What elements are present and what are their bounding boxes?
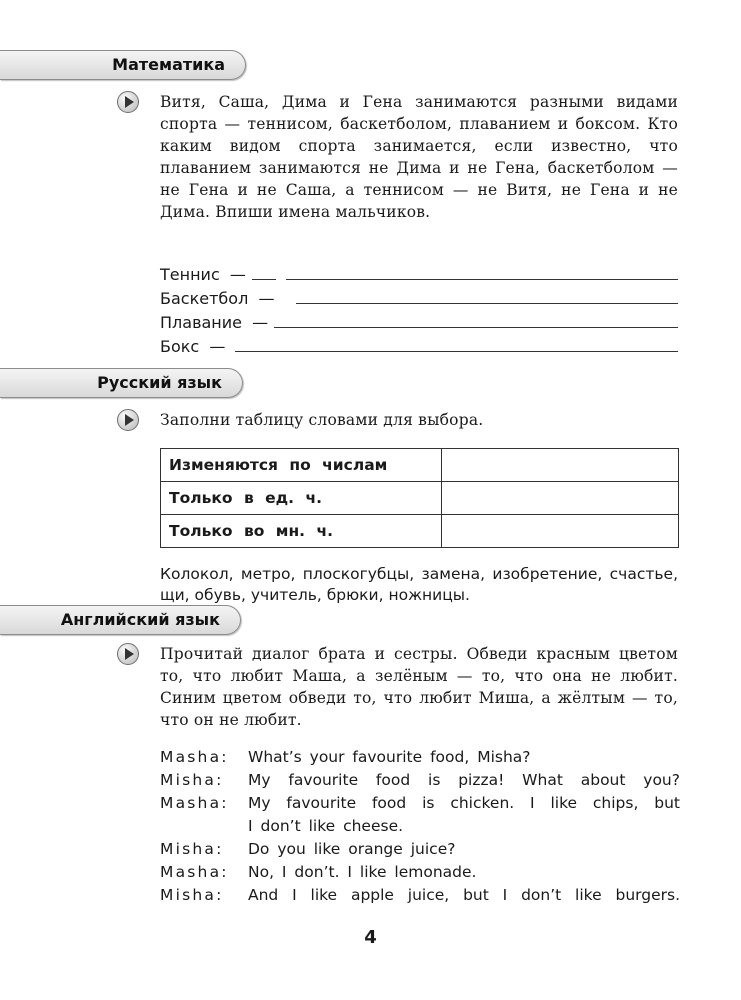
answer-row-basketball [160, 286, 678, 310]
speaker: Masha: [160, 748, 229, 766]
section-tab-math: Математика [0, 50, 246, 80]
utterance: My favourite food is pizza! What about you? [248, 771, 680, 789]
utterance: Do you like orange juice? [248, 840, 456, 858]
table-row-label: Изменяются по числам [161, 449, 442, 482]
play-icon[interactable] [117, 643, 139, 665]
answer-line[interactable] [252, 279, 276, 280]
speaker: Misha: [160, 886, 224, 904]
answer-line[interactable] [235, 351, 678, 352]
russian-task-text: Заполни таблицу словами для выбора. [160, 411, 484, 429]
table-answer-cell[interactable] [442, 449, 679, 482]
word-table [160, 448, 679, 548]
english-task-text: Прочитай диалог брата и сестры. Обведи красным цветом то, что любит Маша, а зелёным — то, что она не любит. Синим цветом обведи то, что любит Миша, а жёлтым — то, что он не любит. [160, 645, 678, 729]
section-tab-russian: Русский язык [0, 368, 243, 398]
speaker: Masha: [160, 863, 229, 881]
answer-line[interactable] [286, 279, 678, 280]
table-answer-cell[interactable] [442, 515, 679, 548]
utterance: No, I don’t. I like lemonade. [248, 863, 477, 881]
speaker: Misha: [160, 840, 224, 858]
table-row-label: Только во мн. ч. [161, 515, 442, 548]
speaker: Misha: [160, 771, 224, 789]
answer-row-swimming [160, 310, 678, 334]
speaker: Masha: [160, 794, 229, 812]
utterance: What’s your favourite food, Misha? [248, 748, 531, 766]
answer-label: Плавание — [160, 313, 269, 332]
page-number: 4 [364, 927, 377, 948]
answer-line[interactable] [274, 327, 678, 328]
table-row [161, 515, 679, 548]
answer-label: Баскетбол — [160, 289, 275, 308]
dialogue-line [160, 792, 680, 815]
dialogue-line [160, 815, 680, 838]
table-row [161, 482, 679, 515]
answer-line[interactable] [296, 303, 678, 304]
answer-row-tennis [160, 262, 678, 286]
utterance: My favourite food is chicken. I like chips, but [248, 794, 680, 812]
play-icon[interactable] [117, 91, 139, 113]
utterance-continuation: I don’t like cheese. [248, 817, 404, 835]
table-row [161, 449, 679, 482]
table-row-label: Только в ед. ч. [161, 482, 442, 515]
play-icon[interactable] [117, 409, 139, 431]
dialogue [160, 746, 680, 907]
dialogue-line [160, 746, 680, 769]
answer-label: Бокс — [160, 337, 226, 356]
answer-row-boxing [160, 334, 678, 358]
table-answer-cell[interactable] [442, 482, 679, 515]
dialogue-line [160, 861, 680, 884]
dialogue-line [160, 769, 680, 792]
dialogue-line [160, 884, 680, 907]
word-choices: Колокол, метро, плоскогубцы, замена, изобретение, счастье, щи, обувь, учитель, брюки, ножницы. [160, 565, 678, 604]
utterance: And I like apple juice, but I don’t like burgers. [248, 886, 680, 904]
dialogue-line [160, 838, 680, 861]
answer-label: Теннис — [160, 265, 246, 284]
section-tab-english: Английский язык [0, 605, 241, 635]
math-task-text: Витя, Саша, Дима и Гена занимаются разными видами спорта — теннисом, баскетболом, плаванием и боксом. Кто каким видом спорта занимается, если известно, что плаванием занимаются не Дима и не Гена, баскетболом — не Гена и не Саша, а теннисом — не Витя, не Гена и не Дима. Впиши имена мальчиков. [160, 93, 678, 221]
